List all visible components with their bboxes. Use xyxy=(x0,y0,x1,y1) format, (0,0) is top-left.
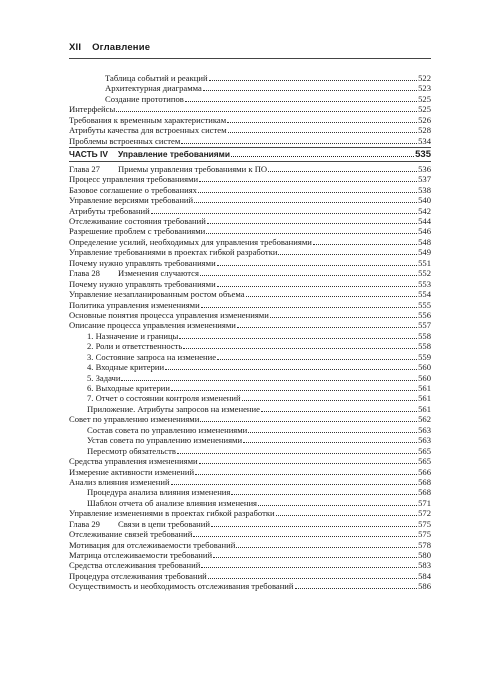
dot-leader xyxy=(179,331,417,339)
toc-entry-title: Измерение активности изменений xyxy=(69,466,195,477)
dot-leader xyxy=(237,320,417,328)
toc-page-number: 526 xyxy=(418,114,431,125)
toc-entry[interactable] xyxy=(69,136,431,146)
toc-entry-title: Устав совета по управлению изменениями xyxy=(87,435,243,446)
toc-page-number: 575 xyxy=(418,529,431,540)
toc-page-number: 540 xyxy=(418,195,431,206)
dot-leader xyxy=(227,115,417,123)
dot-leader xyxy=(268,164,417,172)
toc-entry-title: Матрица отслеживаемости требований xyxy=(69,550,213,561)
toc-page-number: 546 xyxy=(418,226,431,237)
toc-entry-title: Состав совета по управлению изменениями xyxy=(87,424,248,435)
toc-heading-title: Изменения случаются xyxy=(118,268,199,279)
toc-entry-title: Описание процесса управления изменениями xyxy=(69,320,236,331)
toc-page-number: 565 xyxy=(418,456,431,467)
toc-entry[interactable] xyxy=(69,446,431,456)
dot-leader xyxy=(242,393,418,401)
dot-leader xyxy=(171,383,417,391)
toc-page-number: 583 xyxy=(418,560,431,571)
toc-entry[interactable] xyxy=(69,362,431,372)
dot-leader xyxy=(200,414,417,422)
toc-entry-title: Разрешение проблем с требованиями xyxy=(69,226,206,237)
toc-entry[interactable] xyxy=(69,404,431,414)
toc-entry[interactable] xyxy=(69,279,431,289)
dot-leader xyxy=(201,300,417,308)
toc-part-heading[interactable] xyxy=(69,147,431,162)
header-rule xyxy=(69,58,431,59)
toc-heading-label: Глава 27 xyxy=(69,163,100,174)
toc-entry-title: Определение усилий, необходимых для управления требованиями xyxy=(69,236,312,247)
dot-leader xyxy=(243,435,417,443)
toc-page-number: 525 xyxy=(418,104,431,115)
toc-page-number: 536 xyxy=(418,163,431,174)
toc-entry[interactable] xyxy=(69,456,431,466)
toc-entry[interactable] xyxy=(69,206,431,216)
toc-entry-title: Атрибуты качества для встроенных систем xyxy=(69,125,227,136)
dot-leader xyxy=(208,571,417,579)
dot-leader xyxy=(207,216,417,224)
dot-leader xyxy=(198,185,417,193)
toc-entry-title: Процесс управления требованиями xyxy=(69,174,199,185)
toc-page-number: 551 xyxy=(418,257,431,268)
toc-page-number: 580 xyxy=(418,550,431,561)
toc-entry[interactable] xyxy=(69,435,431,445)
toc-entry[interactable] xyxy=(69,508,431,518)
toc-entry-title: Политика управления изменениями xyxy=(69,299,200,310)
toc-entry-title: 3. Состояние запроса на изменение xyxy=(87,351,217,362)
table-of-contents xyxy=(69,73,431,592)
toc-entry-title: Интерфейсы xyxy=(69,104,116,115)
toc-page-number: 538 xyxy=(418,184,431,195)
dot-leader xyxy=(183,341,417,349)
toc-entry-title: Отслеживание состояния требований xyxy=(69,216,206,227)
toc-entry-title: Управление версиями требований xyxy=(69,195,194,206)
toc-entry[interactable] xyxy=(69,310,431,320)
toc-entry[interactable] xyxy=(69,487,431,497)
toc-page-number: 548 xyxy=(418,236,431,247)
toc-entry[interactable] xyxy=(69,498,431,508)
toc-entry[interactable] xyxy=(69,529,431,539)
toc-page-number: 534 xyxy=(418,135,431,146)
toc-entry[interactable] xyxy=(69,414,431,424)
toc-entry-title: Отслеживание связей требований xyxy=(69,529,193,540)
dot-leader xyxy=(258,498,417,506)
dot-leader xyxy=(270,310,417,318)
toc-entry[interactable] xyxy=(69,560,431,570)
toc-entry-title: Пересмотр обязательств xyxy=(87,445,176,456)
dot-leader xyxy=(231,148,414,157)
toc-page-number: 563 xyxy=(418,435,431,446)
dot-leader xyxy=(313,237,417,245)
toc-chapter-heading[interactable] xyxy=(69,164,431,174)
toc-page-number: 561 xyxy=(418,403,431,414)
toc-entry-title: Средства отслеживания требований xyxy=(69,560,201,571)
toc-page-number: 557 xyxy=(418,320,431,331)
toc-entry[interactable] xyxy=(69,300,431,310)
toc-entry[interactable] xyxy=(69,331,431,341)
toc-page-number: 554 xyxy=(418,289,431,300)
toc-page-number: 528 xyxy=(418,125,431,136)
toc-entry[interactable] xyxy=(69,581,431,591)
toc-entry[interactable] xyxy=(69,320,431,330)
dot-leader xyxy=(211,519,417,527)
toc-entry-title: 2. Роли и ответственность xyxy=(87,341,183,352)
dot-leader xyxy=(276,508,418,516)
toc-entry[interactable] xyxy=(69,425,431,435)
toc-page-number: 560 xyxy=(418,362,431,373)
dot-leader xyxy=(185,94,417,102)
toc-entry[interactable] xyxy=(69,104,431,114)
toc-page-number: 575 xyxy=(418,518,431,529)
toc-page-number: 566 xyxy=(418,466,431,477)
dot-leader xyxy=(181,136,417,144)
toc-entry[interactable] xyxy=(69,247,431,257)
toc-entry-title: Анализ влияния изменений xyxy=(69,476,170,487)
toc-entry-title: 6. Выходные критерии xyxy=(87,383,170,394)
dot-leader xyxy=(209,73,418,81)
toc-entry-title: Основные понятия процесса управления изменениями xyxy=(69,309,269,320)
running-header xyxy=(69,42,431,53)
dot-leader xyxy=(217,258,417,266)
toc-page-number: 556 xyxy=(418,309,431,320)
toc-entry[interactable] xyxy=(69,216,431,226)
toc-entry-title: Управление изменениями в проектах гибкой разработки xyxy=(69,508,275,519)
toc-page-number: 562 xyxy=(418,414,431,425)
toc-chapter-heading[interactable] xyxy=(69,268,431,278)
toc-page-number: 552 xyxy=(418,268,431,279)
toc-entry[interactable] xyxy=(69,341,431,351)
toc-entry-title: 7. Отчет о состоянии контроля изменений xyxy=(87,393,241,404)
dot-leader xyxy=(231,487,417,495)
toc-entry-title: Проблемы встроенных систем xyxy=(69,135,181,146)
toc-entry[interactable] xyxy=(69,289,431,299)
toc-entry[interactable] xyxy=(69,226,431,236)
dot-leader xyxy=(295,581,418,589)
toc-entry-title: Шаблон отчета об анализе влияния изменения xyxy=(87,497,258,508)
toc-page-number: 553 xyxy=(418,278,431,289)
toc-page-number: 525 xyxy=(418,93,431,104)
dot-leader xyxy=(217,279,417,287)
toc-page-number: 568 xyxy=(418,476,431,487)
toc-page-number: 572 xyxy=(418,508,431,519)
toc-page-number: 571 xyxy=(418,497,431,508)
dot-leader xyxy=(193,529,417,537)
dot-leader xyxy=(195,467,417,475)
toc-entry[interactable] xyxy=(69,115,431,125)
toc-entry[interactable] xyxy=(69,393,431,403)
toc-page-number: 559 xyxy=(418,351,431,362)
toc-entry[interactable] xyxy=(69,237,431,247)
toc-page-number: 563 xyxy=(418,424,431,435)
toc-heading-label: Глава 29 xyxy=(69,518,100,529)
toc-entry[interactable] xyxy=(69,540,431,550)
dot-leader xyxy=(200,268,417,276)
header-page-number: XII xyxy=(69,42,82,53)
toc-entry[interactable] xyxy=(69,467,431,477)
toc-entry[interactable] xyxy=(69,571,431,581)
dot-leader xyxy=(121,373,417,381)
toc-entry[interactable] xyxy=(69,383,431,393)
toc-entry-title: Управление требованиями в проектах гибкой разработки xyxy=(69,247,278,258)
toc-entry-title: Приложение. Атрибуты запросов на изменение xyxy=(87,403,260,414)
dot-leader xyxy=(165,362,417,370)
toc-page-number: 586 xyxy=(418,581,431,592)
toc-page-number: 584 xyxy=(418,570,431,581)
toc-page-number: 523 xyxy=(418,83,431,94)
toc-entry[interactable] xyxy=(69,125,431,135)
toc-entry[interactable] xyxy=(69,94,431,104)
toc-page-number: 542 xyxy=(418,205,431,216)
toc-entry-title: Таблица событий и реакций xyxy=(105,73,208,83)
toc-page-number: 558 xyxy=(418,341,431,352)
dot-leader xyxy=(199,456,417,464)
toc-entry-title: Архитектурная диаграмма xyxy=(105,83,202,94)
toc-entry[interactable] xyxy=(69,174,431,184)
toc-chapter-heading[interactable] xyxy=(69,519,431,529)
dot-leader xyxy=(116,104,417,112)
toc-heading-title: Приемы управления требованиями к ПО xyxy=(118,163,268,174)
toc-entry[interactable] xyxy=(69,83,431,93)
toc-entry[interactable] xyxy=(69,373,431,383)
toc-page-number: 560 xyxy=(418,372,431,383)
toc-entry-title: Процедура отслеживания требований xyxy=(69,570,207,581)
dot-leader xyxy=(248,425,417,433)
toc-page-number: 549 xyxy=(418,247,431,258)
toc-heading-title: Управление требованиями xyxy=(118,149,231,160)
toc-page-number: 558 xyxy=(418,330,431,341)
toc-entry-title: Требования к временным характеристикам xyxy=(69,114,227,125)
toc-page-number: 561 xyxy=(418,383,431,394)
toc-entry[interactable] xyxy=(69,258,431,268)
toc-entry-title: Мотивация для отслеживаемости требований xyxy=(69,539,236,550)
toc-entry[interactable] xyxy=(69,477,431,487)
toc-entry[interactable] xyxy=(69,73,431,83)
toc-page-number: 578 xyxy=(418,539,431,550)
dot-leader xyxy=(206,226,417,234)
toc-entry-title: Почему нужно управлять требованиями xyxy=(69,257,216,268)
toc-entry-title: Создание прототипов xyxy=(105,93,184,104)
toc-entry[interactable] xyxy=(69,195,431,205)
toc-entry-title: Управление незапланированным ростом объема xyxy=(69,289,245,300)
dot-leader xyxy=(203,83,417,91)
toc-entry-title: Атрибуты требований xyxy=(69,205,150,216)
toc-page-number: 544 xyxy=(418,216,431,227)
toc-page-number: 522 xyxy=(418,73,431,83)
dot-leader xyxy=(278,247,417,255)
toc-page-number: 568 xyxy=(418,487,431,498)
dot-leader xyxy=(246,289,418,297)
toc-entry-title: 4. Входные критерии xyxy=(87,362,165,373)
toc-entry[interactable] xyxy=(69,185,431,195)
toc-page-number: 555 xyxy=(418,299,431,310)
dot-leader xyxy=(217,352,417,360)
dot-leader xyxy=(199,174,417,182)
toc-page-number: 537 xyxy=(418,174,431,185)
toc-entry-title: Процедура анализа влияния изменения xyxy=(87,487,231,498)
toc-page-number: 535 xyxy=(415,149,431,161)
dot-leader xyxy=(194,195,417,203)
dot-leader xyxy=(201,560,417,568)
toc-entry-title: Совет по управлению изменениями xyxy=(69,414,200,425)
header-title: Оглавление xyxy=(92,42,151,53)
toc-page-number: 565 xyxy=(418,445,431,456)
toc-heading-title: Связи в цепи требований xyxy=(118,518,210,529)
dot-leader xyxy=(171,477,418,485)
toc-entry[interactable] xyxy=(69,550,431,560)
toc-entry[interactable] xyxy=(69,352,431,362)
toc-entry-title: Базовое соглашение о требованиях xyxy=(69,184,197,195)
dot-leader xyxy=(177,446,417,454)
dot-leader xyxy=(151,206,417,214)
toc-entry-title: 5. Задачи xyxy=(87,372,121,383)
dot-leader xyxy=(213,550,417,558)
dot-leader xyxy=(236,540,417,548)
toc-page-number: 561 xyxy=(418,393,431,404)
dot-leader xyxy=(261,404,417,412)
toc-entry-title: Средства управления изменениями xyxy=(69,456,198,467)
dot-leader xyxy=(228,125,418,133)
toc-heading-label: ЧАСТЬ IV xyxy=(69,149,108,160)
toc-heading-label: Глава 28 xyxy=(69,268,100,279)
toc-entry-title: Почему нужно управлять требованиями xyxy=(69,278,216,289)
toc-entry-title: Осуществимость и необходимость отслеживания требований xyxy=(69,581,294,592)
toc-entry-title: 1. Назначение и границы xyxy=(87,330,179,341)
